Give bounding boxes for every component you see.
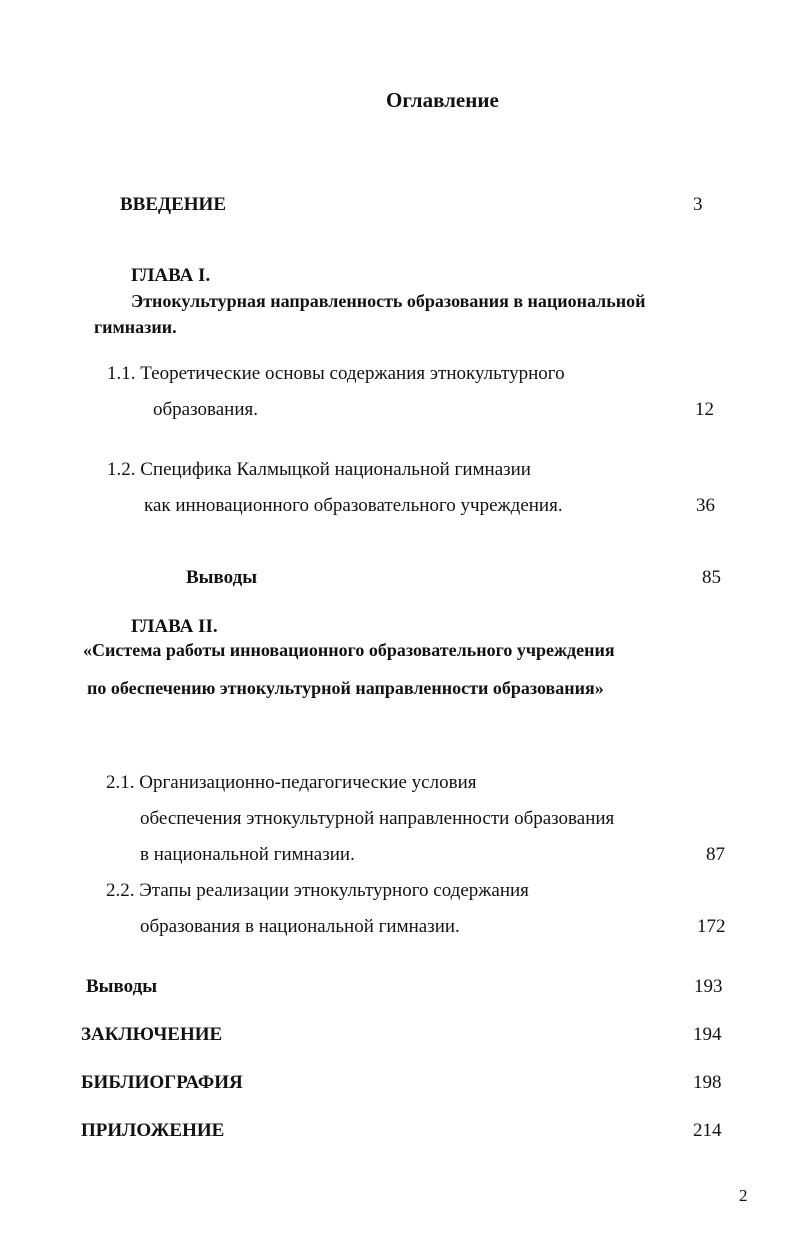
bibliography-label: БИБЛИОГРАФИЯ: [81, 1072, 243, 1093]
bibliography-page: 198: [693, 1072, 722, 1093]
intro-page: 3: [693, 194, 703, 215]
conclusion-label: ЗАКЛЮЧЕНИЕ: [81, 1024, 223, 1045]
chapter2-title-line2: по обеспечению этнокультурной направленности образования»: [87, 678, 604, 698]
chapter1-conclusions-label: Выводы: [186, 567, 258, 588]
page-number: 2: [739, 1186, 748, 1205]
section-2-1-line3: в национальной гимназии.: [140, 844, 355, 865]
chapter1-conclusions-page: 85: [702, 567, 721, 588]
section-2-2-line1: 2.2. Этапы реализации этнокультурного содержания: [106, 880, 529, 901]
appendix-label: ПРИЛОЖЕНИЕ: [81, 1120, 225, 1141]
section-1-1-line2: образования.: [153, 399, 258, 420]
chapter1-title-line1: Этнокультурная направленность образования в национальной: [131, 291, 646, 311]
chapter2-conclusions-label: Выводы: [86, 976, 158, 997]
section-1-1-page: 12: [695, 399, 714, 420]
conclusion-page: 194: [693, 1024, 722, 1045]
section-2-1-page: 87: [706, 844, 725, 865]
toc-title: Оглавление: [386, 88, 499, 112]
section-2-2-page: 172: [697, 916, 726, 937]
section-2-2-line2: образования в национальной гимназии.: [140, 916, 460, 937]
section-1-1-line1: 1.1. Теоретические основы содержания этнокультурного: [107, 363, 565, 384]
chapter1-heading: ГЛАВА I.: [131, 265, 211, 286]
section-2-1-line2: обеспечения этнокультурной направленности образования: [140, 808, 615, 829]
chapter2-title-line1: «Система работы инновационного образовательного учреждения: [83, 640, 615, 660]
intro-label: ВВЕДЕНИЕ: [120, 194, 226, 215]
chapter1-title-line2: гимназии.: [94, 317, 177, 337]
section-1-2-line2: как инновационного образовательного учреждения.: [144, 495, 563, 516]
section-2-1-line1: 2.1. Организационно-педагогические условия: [106, 772, 477, 793]
chapter2-heading: ГЛАВА II.: [131, 616, 218, 637]
chapter2-conclusions-page: 193: [694, 976, 723, 997]
section-1-2-page: 36: [696, 495, 715, 516]
section-1-2-line1: 1.2. Специфика Калмыцкой национальной гимназии: [107, 459, 531, 480]
appendix-page: 214: [693, 1120, 722, 1141]
